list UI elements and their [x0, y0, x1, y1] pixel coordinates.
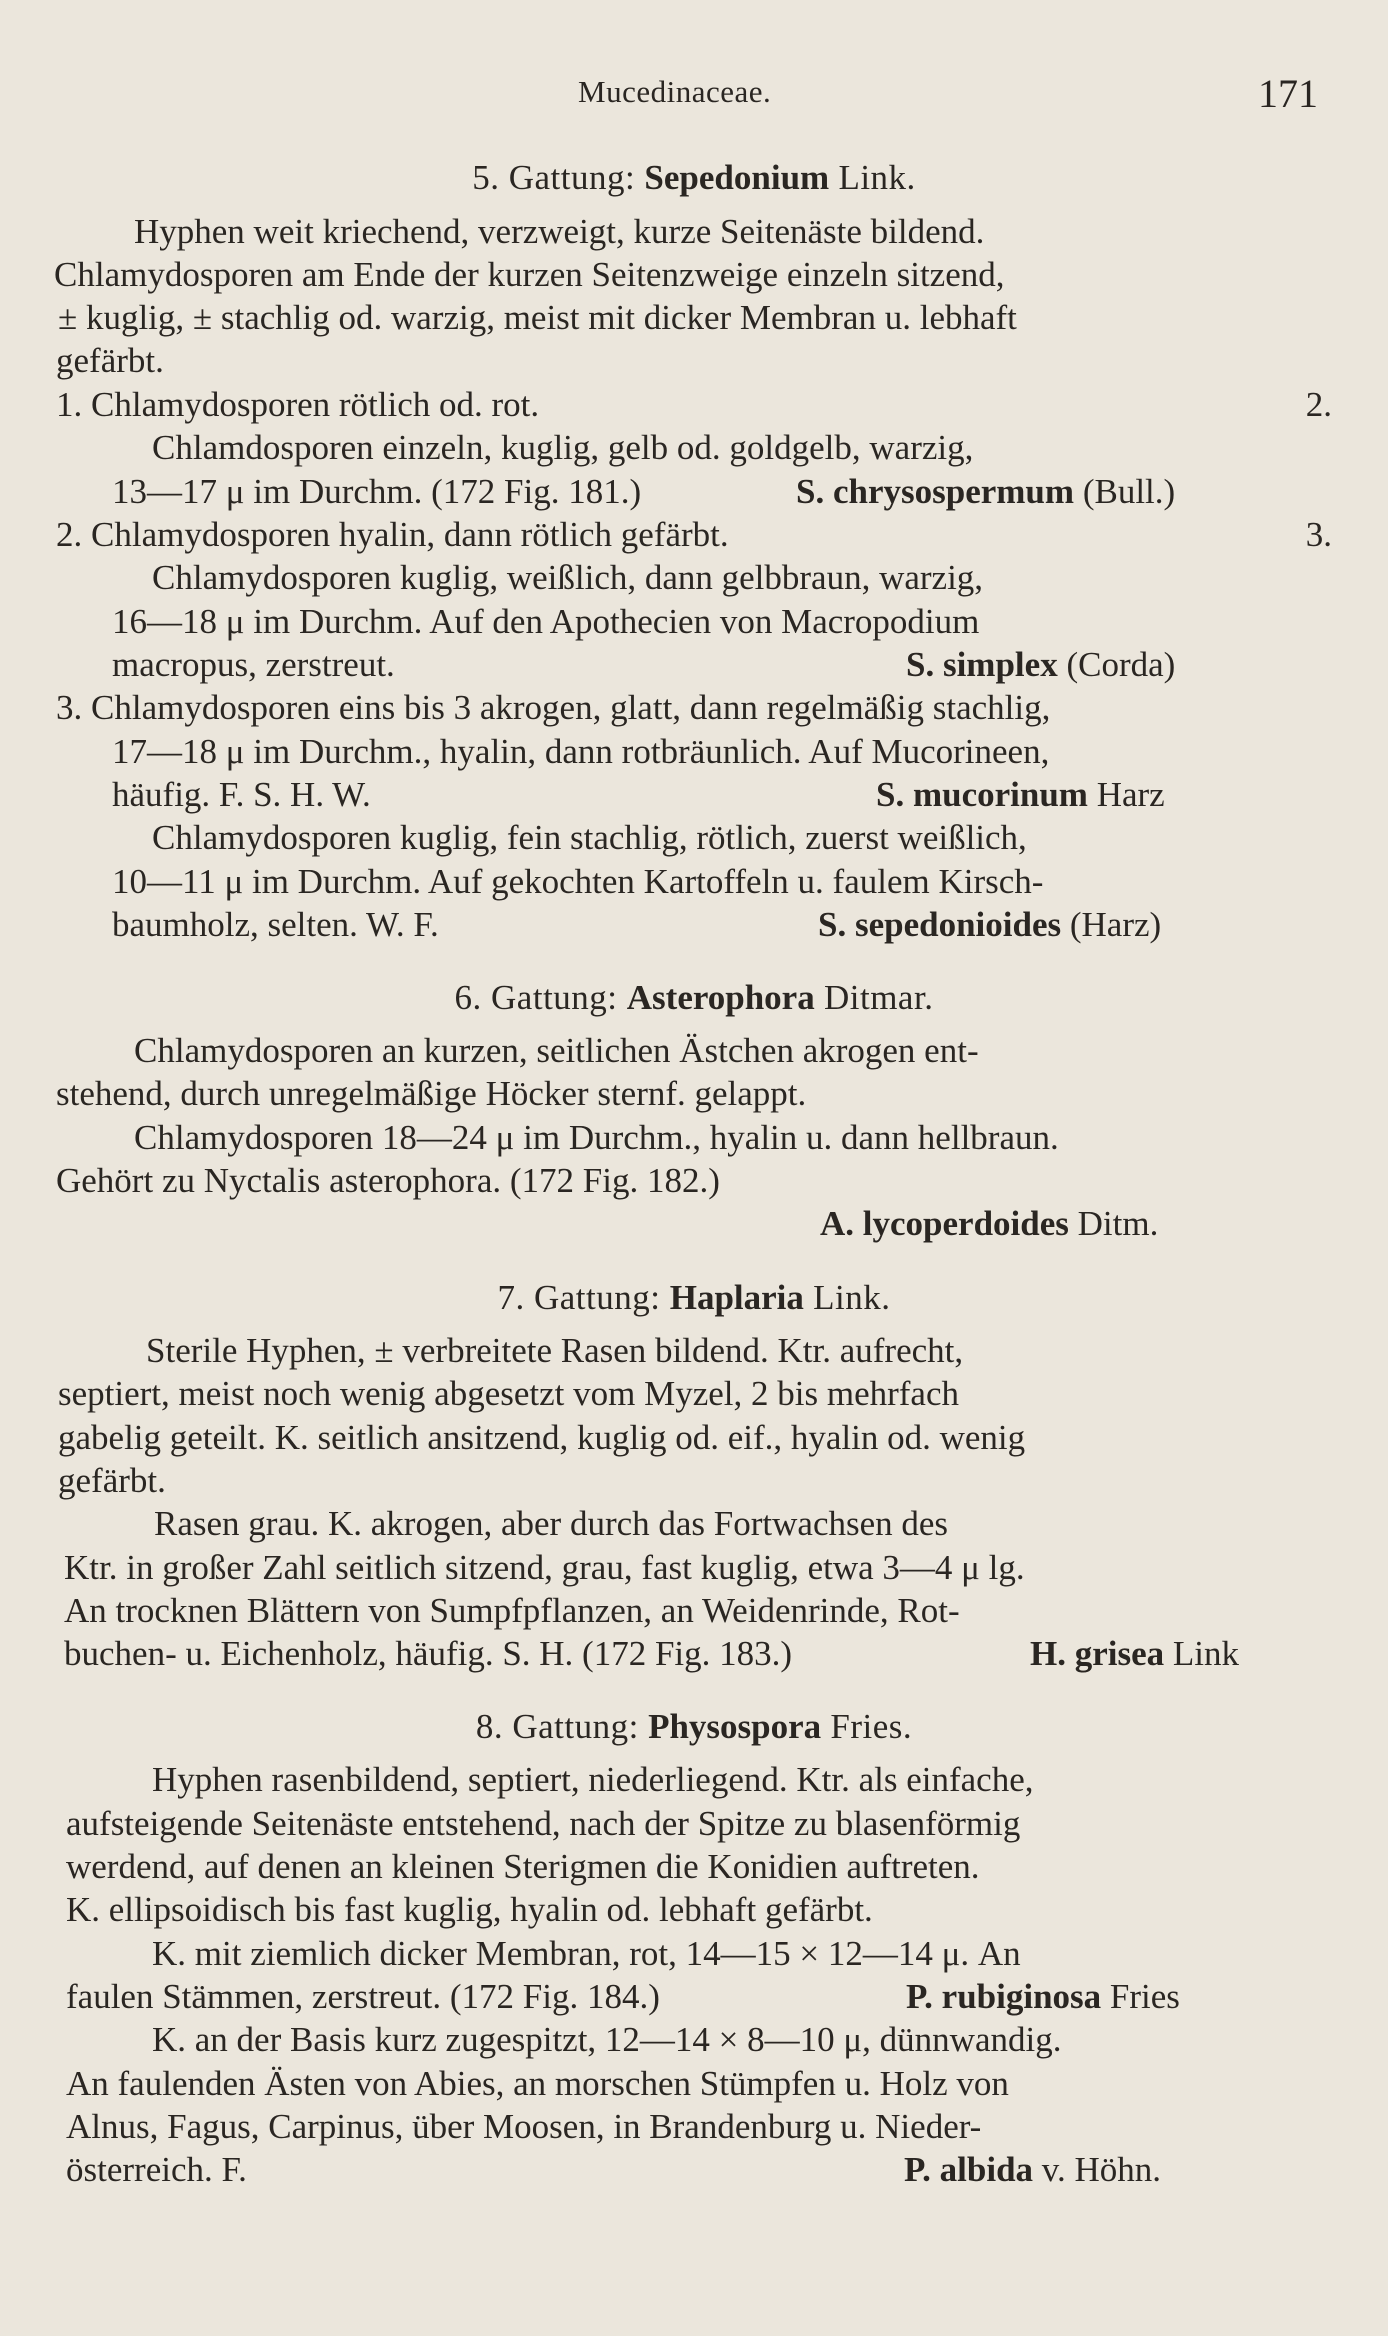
key-ref: 3.	[1305, 515, 1332, 554]
species-name: P. albida v. Höhn.	[904, 2150, 1162, 2189]
genus-heading-haplaria: 7. Gattung: Haplaria Link.	[497, 1278, 891, 1317]
text-line: macropus, zerstreut.	[112, 645, 395, 684]
text-line: Ktr. in großer Zahl seitlich sitzend, grau, fast kuglig, etwa 3—4 μ lg.	[64, 1548, 1025, 1587]
text-line: Chlamydosporen am Ende der kurzen Seitenzweige einzeln sitzend,	[54, 255, 1005, 294]
text-line: An trocknen Blättern von Sumpfpflanzen, an Weidenrinde, Rot-	[64, 1591, 960, 1630]
text-line: Hyphen rasenbildend, septiert, niederliegend. Ktr. als einfache,	[152, 1760, 1034, 1799]
text-line: K. an der Basis kurz zugespitzt, 12—14 × 8—10 μ, dünnwandig.	[152, 2020, 1062, 2059]
species-name: H. grisea Link	[1030, 1634, 1239, 1673]
text-line: baumholz, selten. W. F.	[112, 905, 439, 944]
text-line: Sterile Hyphen, ± verbreitete Rasen bildend. Ktr. aufrecht,	[146, 1331, 964, 1370]
running-header: Mucedinaceae.	[578, 74, 772, 109]
text-line: 16—18 μ im Durchm. Auf den Apothecien von Macropodium	[112, 602, 980, 641]
key-entry-1: 1. Chlamydosporen rötlich od. rot.	[56, 385, 540, 424]
key-entry-3: 3. Chlamydosporen eins bis 3 akrogen, glatt, dann regelmäßig stachlig,	[56, 688, 1051, 727]
text-line: 10—11 μ im Durchm. Auf gekochten Kartoffeln u. faulem Kirsch-	[112, 862, 1044, 901]
species-name: S. simplex (Corda)	[906, 645, 1176, 684]
text-line: 17—18 μ im Durchm., hyalin, dann rotbräunlich. Auf Mucorineen,	[112, 732, 1050, 771]
text-line: Rasen grau. K. akrogen, aber durch das Fortwachsen des	[154, 1504, 949, 1543]
text-line: aufsteigende Seitenäste entstehend, nach der Spitze zu blasenförmig	[66, 1804, 1021, 1843]
text-line: Chlamdosporen einzeln, kuglig, gelb od. goldgelb, warzig,	[152, 428, 974, 467]
text-line: septiert, meist noch wenig abgesetzt vom Myzel, 2 bis mehrfach	[58, 1374, 959, 1413]
text-line: Chlamydosporen an kurzen, seitlichen Ästchen akrogen ent-	[134, 1031, 979, 1070]
key-ref: 2.	[1305, 385, 1332, 424]
text-line: stehend, durch unregelmäßige Höcker sternf. gelappt.	[56, 1074, 807, 1113]
text-line: K. ellipsoidisch bis fast kuglig, hyalin od. lebhaft gefärbt.	[66, 1890, 873, 1929]
text-line: gefärbt.	[58, 1461, 166, 1500]
key-entry-2: 2. Chlamydosporen hyalin, dann rötlich gefärbt.	[56, 515, 729, 554]
text-line: faulen Stämmen, zerstreut. (172 Fig. 184.)	[66, 1977, 660, 2016]
text-line: gabelig geteilt. K. seitlich ansitzend, kuglig od. eif., hyalin od. wenig	[58, 1418, 1026, 1457]
text-line: Alnus, Fagus, Carpinus, über Moosen, in Brandenburg u. Nieder-	[66, 2107, 982, 2146]
species-name: P. rubiginosa Fries	[906, 1977, 1180, 2016]
text-line: werdend, auf denen an kleinen Sterigmen die Konidien auftreten.	[66, 1847, 980, 1886]
text-line: gefärbt.	[56, 341, 164, 380]
text-line: Gehört zu Nyctalis asterophora. (172 Fig. 182.)	[56, 1161, 720, 1200]
text-line: K. mit ziemlich dicker Membran, rot, 14—15 × 12—14 μ. An	[152, 1934, 1021, 1973]
species-name: A. lycoperdoides Ditm.	[820, 1204, 1159, 1243]
species-name: S. mucorinum Harz	[876, 775, 1165, 814]
text-line: Hyphen weit kriechend, verzweigt, kurze Seitenäste bildend.	[134, 212, 985, 251]
text-line: ± kuglig, ± stachlig od. warzig, meist mit dicker Membran u. lebhaft	[58, 298, 1017, 337]
text-line: An faulenden Ästen von Abies, an morschen Stümpfen u. Holz von	[66, 2064, 1009, 2103]
text-line: österreich. F.	[66, 2150, 247, 2189]
page-number: 171	[1258, 71, 1318, 116]
species-name: S. chrysospermum (Bull.)	[796, 472, 1176, 511]
species-name: S. sepedonioides (Harz)	[818, 905, 1162, 944]
genus-heading-asterophora: 6. Gattung: Asterophora Ditmar.	[454, 978, 934, 1017]
genus-heading-sepedonium: 5. Gattung: Sepedonium Link.	[472, 158, 916, 197]
text-line: buchen- u. Eichenholz, häufig. S. H. (172 Fig. 183.)	[64, 1634, 793, 1673]
text-line: Chlamydosporen kuglig, fein stachlig, rötlich, zuerst weißlich,	[152, 818, 1027, 857]
genus-heading-physospora: 8. Gattung: Physospora Fries.	[475, 1707, 913, 1746]
text-line: häufig. F. S. H. W.	[112, 775, 371, 814]
text-line: 13—17 μ im Durchm. (172 Fig. 181.)	[112, 472, 642, 511]
text-line: Chlamydosporen kuglig, weißlich, dann gelbbraun, warzig,	[152, 558, 984, 597]
text-line: Chlamydosporen 18—24 μ im Durchm., hyalin u. dann hellbraun.	[134, 1118, 1059, 1157]
